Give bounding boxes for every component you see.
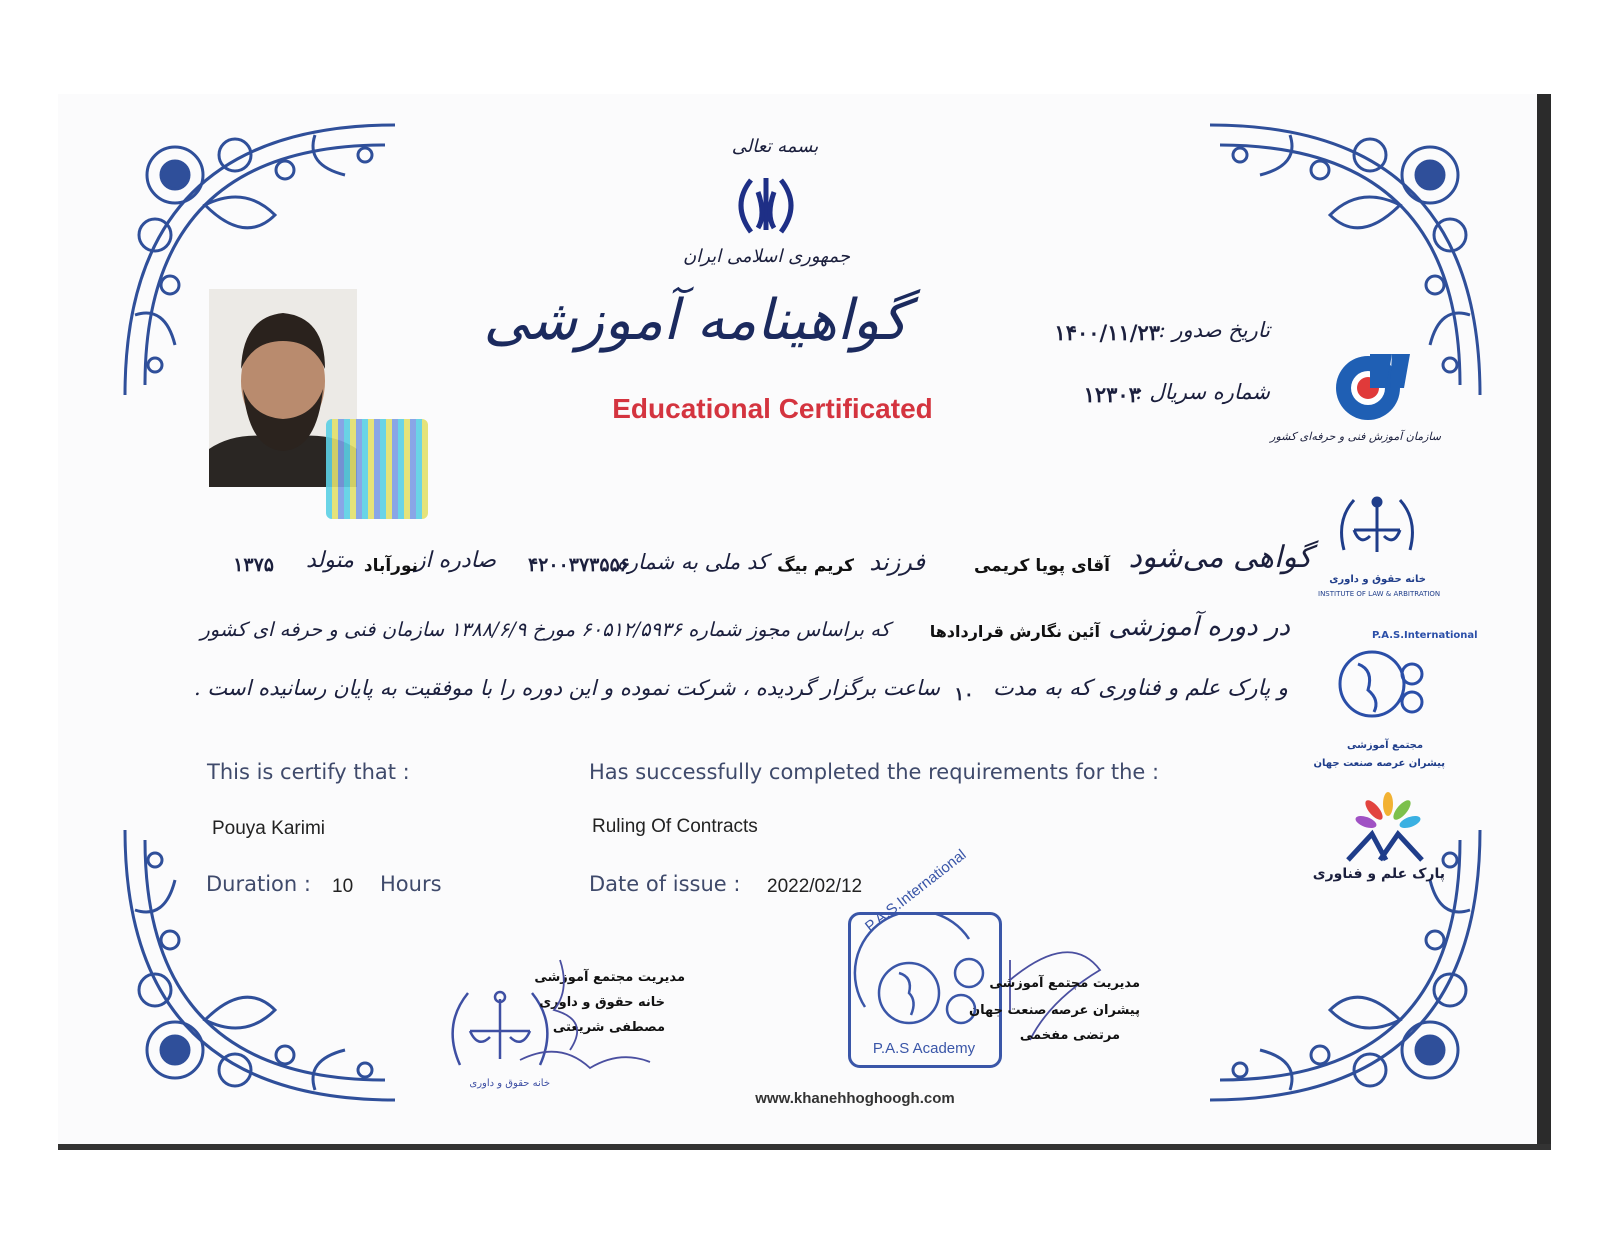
republic-label: جمهوری اسلامی ایران: [683, 246, 850, 267]
course-intro: در دوره آموزشی: [1108, 612, 1290, 642]
left-handwritten-signature: [500, 950, 660, 1080]
website-link[interactable]: www.khanehhoghoogh.com: [755, 1090, 955, 1107]
law-logo-caption-fa: خانه حقوق و داوری: [1329, 574, 1426, 585]
left-signatory-line2: خانه حقوق و داوری: [539, 995, 665, 1010]
issue-date-value-en: 2022/02/12: [767, 876, 863, 897]
hologram-sticker: [326, 419, 428, 519]
holder-name-en: Pouya Karimi: [212, 818, 325, 839]
duration-hours-fa: ۱۰: [954, 684, 974, 705]
national-id-label: کد ملی به شماره: [616, 550, 768, 574]
issue-date-label: تاریخ صدور :: [1158, 318, 1270, 342]
science-park-caption: پارک علم و فناوری: [1312, 866, 1445, 882]
pas-international-logo-icon: [1334, 634, 1434, 734]
completed-label-en: Has successfully completed the requirements for the :: [589, 760, 1160, 784]
ornament-bottom-left: [115, 820, 405, 1110]
pas-stamp-bottom-text: P.A.S Academy: [872, 1040, 976, 1057]
pas-ring-text: P.A.S.International: [1372, 630, 1478, 641]
serial-value: ۱۲۳۰۳: [1083, 382, 1140, 407]
pas-stamp-ring-text: P.A.S.International: [862, 846, 970, 936]
duration-unit: Hours: [380, 872, 442, 896]
law-logo-caption-en: INSTITUTE OF LAW & ARBITRATION: [1318, 590, 1441, 598]
duration-sentence-part2: ساعت برگزار گردیده ، شرکت نموده و این دوره را با موفقیت به پایان رسانیده است .: [194, 676, 940, 700]
certify-label-en: This is certify that :: [207, 760, 410, 784]
holder-name-fa: آقای پویا کریمی: [973, 556, 1110, 576]
right-signatory-line1: مدیریت مجتمع آموزشی: [989, 976, 1140, 991]
national-id-value: ۴۲۰۰۳۷۳۵۵۶: [527, 554, 630, 576]
pas-caption-line1: مجتمع آموزشی: [1346, 740, 1424, 751]
birth-city: نورآباد: [363, 556, 418, 576]
license-sentence: که براساس مجوز شماره ۶۰۵۱۲/۵۹۳۶ مورخ ۱۳۸۸/۶/۹ سازمان فنی و حرفه ای کشور: [200, 618, 890, 641]
serial-label: شماره سریال :: [1135, 380, 1270, 404]
pas-caption-line2: پیشران عرصه صنعت جهان: [1313, 758, 1445, 769]
course-name-fa: آئین نگارش قراردادها: [929, 622, 1100, 641]
duration-value: 10: [332, 876, 354, 897]
right-signatory-name: مرتضی مفخمی: [1019, 1028, 1120, 1043]
tvto-caption: سازمان آموزش فنی و حرفه‌ای کشور: [1270, 430, 1441, 443]
paper-edge-shadow-right: [1537, 94, 1551, 1144]
right-signatory-line2: پیشران عرصه صنعت جهان: [969, 1003, 1140, 1018]
certificate-title-fa: گواهینامه آموزشی: [483, 288, 908, 353]
certify-phrase: گواهی می‌شود: [1128, 540, 1312, 575]
certificate-title-en: Educational Certificated: [612, 393, 933, 424]
birth-year: ۱۳۷۵: [233, 554, 274, 576]
child-of-label: فرزند: [869, 548, 925, 576]
law-stamp-caption: خانه حقوق و داوری: [469, 1078, 550, 1089]
left-signatory-name: مصطفی شریعتی: [552, 1020, 665, 1035]
born-label: متولد: [305, 548, 354, 573]
law-scales-logo-icon: [1334, 490, 1420, 570]
issue-date-label-en: Date of issue :: [589, 872, 741, 896]
duration-label: Duration :: [206, 872, 311, 896]
tvto-logo-icon: [1330, 348, 1414, 424]
science-park-logo-icon: [1340, 790, 1436, 862]
paper-edge-shadow-bottom: [58, 1144, 1551, 1150]
issued-from-label: صادره از: [414, 548, 496, 573]
bismillah: بسمه تعالی: [731, 136, 819, 157]
left-signatory-line1: مدیریت مجتمع آموزشی: [534, 970, 685, 985]
father-name: کریم بیگ: [777, 556, 854, 576]
issue-date-value: ۱۴۰۰/۱۱/۲۳: [1054, 320, 1160, 345]
duration-sentence-part1: و پارک علم و فناوری که به مدت: [993, 676, 1288, 701]
ornament-bottom-right: [1200, 820, 1490, 1110]
course-name-en: Ruling Of Contracts: [592, 816, 758, 837]
iran-emblem-icon: [731, 170, 801, 240]
